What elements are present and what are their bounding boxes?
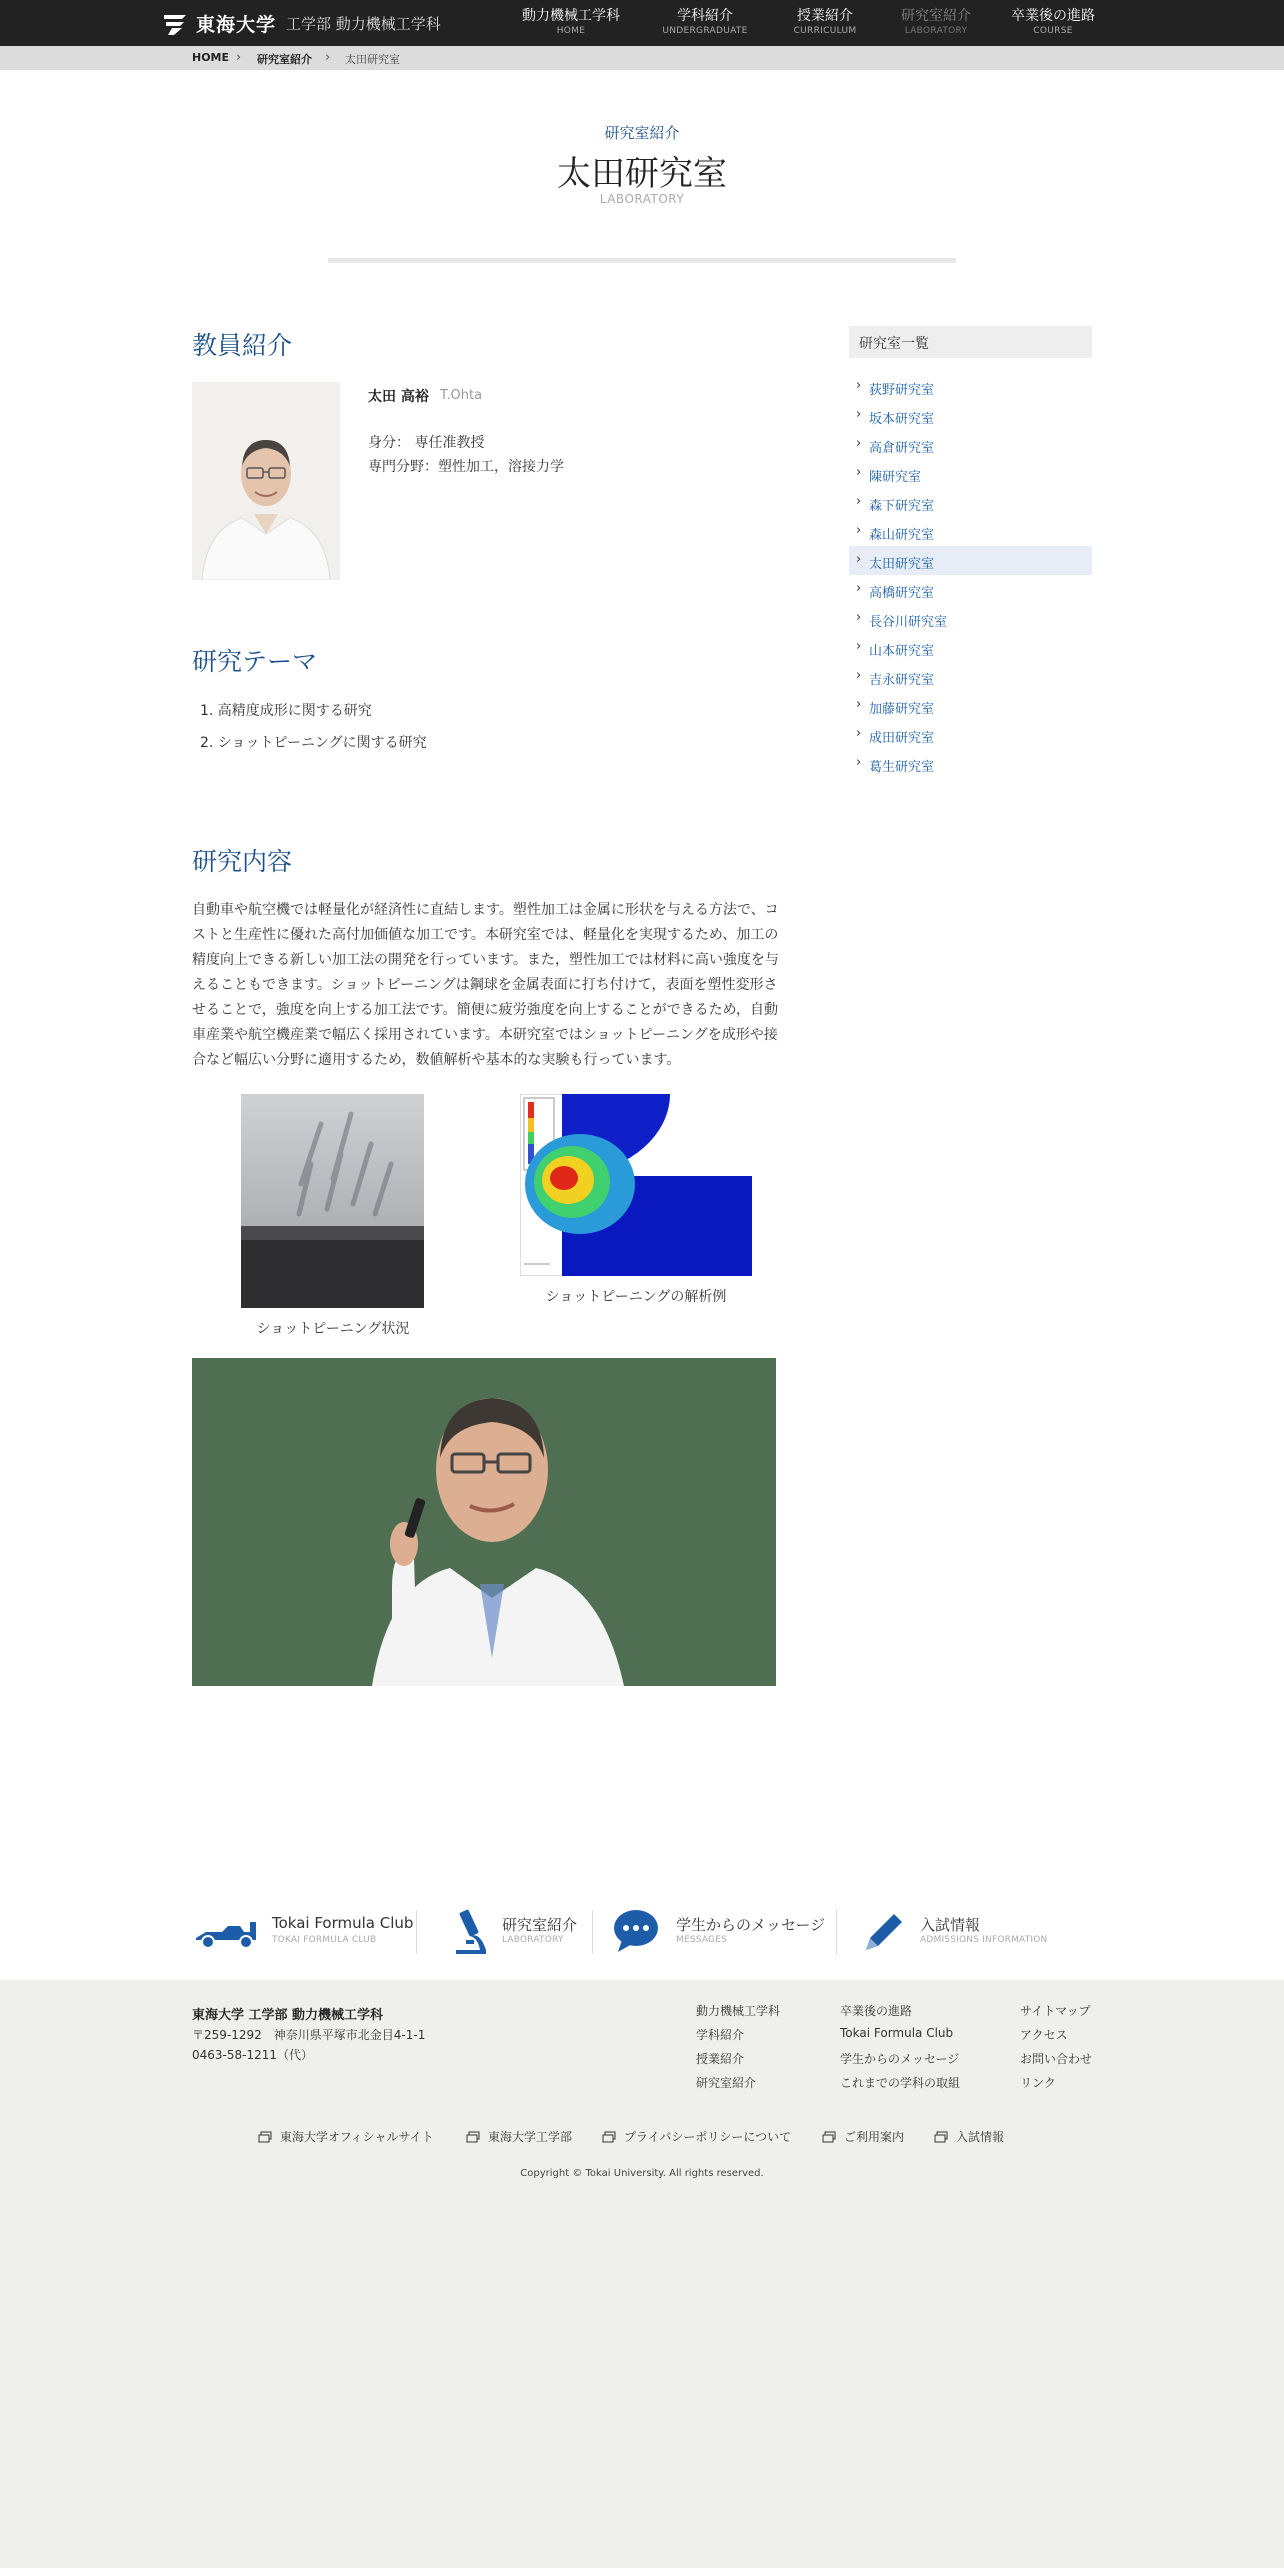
footer-link-admissions-label: 入試情報	[920, 1916, 981, 1934]
department-name: 工学部 動力機械工学科	[286, 15, 441, 33]
nav-curriculum-label: 授業紹介	[796, 8, 853, 24]
lab-list-item[interactable]	[849, 459, 1092, 488]
lab-list-item-label: 葛生研究室	[869, 760, 935, 775]
shot-peening-photo	[241, 1094, 424, 1308]
external-link-usage[interactable]	[822, 2128, 904, 2145]
footer-link-divider	[416, 1910, 417, 1954]
lab-list-title-label: 研究室一覧	[859, 336, 929, 352]
footer-address: 〒259-1292 神奈川県平塚市北金目4-1-1	[192, 2028, 426, 2042]
external-link-privacy[interactable]	[602, 2128, 791, 2145]
footer-link-divider	[592, 1910, 593, 1954]
lab-list-item-label: 吉永研究室	[869, 673, 935, 688]
site-footer	[0, 1980, 1284, 2568]
formula-car-icon	[192, 1902, 260, 1958]
page-subtitle: 研究室紹介	[604, 124, 680, 142]
lab-list-item-label: 陳研究室	[869, 470, 922, 485]
faculty-name: 太田 高裕	[368, 389, 429, 405]
chevron-right-icon: ›	[856, 378, 862, 393]
external-link-label: ご利用案内	[844, 2130, 905, 2144]
footer-link-laboratory[interactable]	[436, 1902, 576, 1958]
lab-list-item[interactable]	[849, 749, 1092, 778]
nav-curriculum-sublabel: CURRICULUM	[793, 26, 857, 36]
external-link-official-site[interactable]	[258, 2128, 434, 2145]
themes-heading: 研究テーマ	[192, 647, 318, 676]
lecture-photo	[192, 1358, 776, 1686]
footer-link-divider	[836, 1910, 837, 1954]
theme-item: 2. ショットピーニングに関する研究	[200, 735, 427, 751]
page-title-en: LABORATORY	[599, 192, 685, 206]
chevron-right-icon: ›	[856, 494, 862, 509]
chevron-right-icon: ›	[856, 552, 862, 567]
faculty-heading: 教員紹介	[192, 331, 293, 360]
footer-nav-link[interactable]: Tokai Formula Club	[840, 2026, 954, 2040]
lab-list-item[interactable]	[849, 488, 1092, 517]
lab-list-item[interactable]	[849, 662, 1092, 691]
footer-link-laboratory-label: 研究室紹介	[502, 1916, 578, 1934]
nav-curriculum[interactable]	[794, 8, 857, 37]
external-link-engineering[interactable]	[466, 2128, 572, 2145]
footer-link-messages-sublabel: MESSAGES	[676, 1935, 728, 1945]
lab-list-item[interactable]	[849, 401, 1092, 430]
nav-undergraduate-sublabel: UNDERGRADUATE	[662, 26, 748, 36]
main-content	[0, 70, 1284, 1880]
shot-peening-photo-caption: ショットピーニング状況	[256, 1321, 410, 1337]
footer-nav-link[interactable]: サイトマップ	[1020, 2004, 1091, 2018]
lab-list-item[interactable]	[849, 691, 1092, 720]
lab-list-item-label: 高倉研究室	[869, 441, 935, 456]
footer-nav-link[interactable]: リンク	[1020, 2076, 1056, 2090]
breadcrumb-current: 太田研究室	[345, 53, 400, 66]
nav-home-sublabel: HOME	[556, 26, 586, 36]
lab-list-item[interactable]	[849, 546, 1092, 575]
chevron-right-icon: ›	[856, 755, 862, 770]
external-window-icon	[258, 2131, 272, 2143]
chevron-right-icon: ›	[856, 668, 862, 683]
university-name: 東海大学	[196, 14, 277, 36]
external-window-icon	[602, 2131, 616, 2143]
external-link-label: 東海大学オフィシャルサイト	[280, 2130, 434, 2144]
external-link-label: 入試情報	[956, 2130, 1005, 2144]
footer-nav-link[interactable]: 研究室紹介	[696, 2076, 757, 2090]
lab-list-item[interactable]	[849, 720, 1092, 749]
faculty-position: 身分： 専任准教授	[368, 435, 485, 451]
chevron-right-icon: ›	[856, 726, 862, 741]
faculty-specialty: 専門分野：塑性加工，溶接力学	[368, 459, 564, 475]
lab-list-item-label: 長谷川研究室	[869, 615, 948, 630]
footer-nav-link[interactable]: これまでの学科の取組	[840, 2076, 961, 2090]
lab-list-item-label: 高橋研究室	[869, 586, 935, 601]
footer-link-formula-club-sublabel: TOKAI FORMULA CLUB	[272, 1935, 377, 1945]
theme-item: 1. 高精度成形に関する研究	[200, 703, 372, 719]
chevron-right-icon: ›	[856, 407, 862, 422]
university-logo-icon	[162, 12, 190, 36]
external-link-label: プライバシーポリシーについて	[624, 2130, 792, 2144]
external-link-admissions[interactable]	[934, 2128, 1004, 2145]
site-logo[interactable]	[162, 10, 441, 37]
footer-nav-link[interactable]: 授業紹介	[696, 2052, 745, 2066]
lab-list-item-label: 成田研究室	[869, 731, 935, 746]
lab-list-item[interactable]	[849, 372, 1092, 401]
research-heading: 研究内容	[192, 847, 293, 876]
footer-nav-link[interactable]: 卒業後の進路	[840, 2004, 913, 2018]
breadcrumb-home[interactable]: HOME	[192, 51, 230, 64]
lab-list-item-label: 森下研究室	[869, 499, 935, 514]
microscope-icon	[436, 1902, 504, 1958]
lab-list-item[interactable]	[849, 517, 1092, 546]
breadcrumb-laboratory[interactable]: 研究室紹介	[257, 53, 312, 66]
footer-nav-link[interactable]: 学科紹介	[696, 2028, 745, 2042]
site-header	[0, 0, 1284, 46]
nav-course[interactable]	[1011, 8, 1095, 37]
lab-list-item[interactable]	[849, 430, 1092, 459]
nav-course-label: 卒業後の進路	[1011, 8, 1095, 24]
shot-peening-analysis-caption: ショットピーニングの解析例	[545, 1289, 727, 1305]
lab-list-item[interactable]	[849, 604, 1092, 633]
external-window-icon	[934, 2131, 948, 2143]
shot-peening-analysis-image	[520, 1094, 752, 1276]
chevron-right-icon: ›	[856, 581, 862, 596]
lab-list-item[interactable]	[849, 633, 1092, 662]
chevron-right-icon: ›	[325, 50, 331, 65]
footer-tel: 0463-58-1211（代）	[192, 2048, 314, 2062]
lab-list-title	[849, 326, 1092, 358]
nav-laboratory[interactable]	[901, 8, 971, 37]
nav-laboratory-sublabel: LABORATORY	[904, 26, 968, 36]
lab-list-item-label: 山本研究室	[869, 644, 935, 659]
nav-undergraduate[interactable]	[662, 8, 747, 37]
copyright: Copyright © Tokai University. All rights reserved.	[520, 2168, 764, 2179]
footer-link-laboratory-sublabel: LABORATORY	[502, 1935, 564, 1945]
lab-list-item-label: 森山研究室	[869, 528, 935, 543]
pen-icon	[852, 1902, 920, 1958]
chevron-right-icon: ›	[856, 523, 862, 538]
title-divider	[328, 258, 956, 263]
lab-list-item[interactable]	[849, 575, 1092, 604]
nav-undergraduate-label: 学科紹介	[677, 8, 733, 24]
chevron-right-icon: ›	[856, 465, 862, 480]
footer-link-messages[interactable]	[606, 1902, 826, 1958]
nav-course-sublabel: COURSE	[1033, 26, 1073, 36]
chevron-right-icon: ›	[856, 610, 862, 625]
footer-nav-link[interactable]: 学生からのメッセージ	[840, 2052, 960, 2066]
footer-link-formula-club-label: Tokai Formula Club	[272, 1914, 414, 1932]
nav-laboratory-label: 研究室紹介	[901, 8, 971, 24]
chevron-right-icon: ›	[856, 639, 862, 654]
footer-link-formula-club[interactable]	[192, 1902, 412, 1958]
faculty-name-en: T.Ohta	[440, 388, 483, 403]
chevron-right-icon: ›	[856, 697, 862, 712]
footer-link-messages-label: 学生からのメッセージ	[676, 1916, 826, 1934]
faculty-photo	[192, 382, 340, 580]
breadcrumb	[0, 46, 1284, 70]
research-description: 自動車や航空機では軽量化が経済性に直結します。塑性加工は金属に形状を与える方法で、コストと生産性に優れた高付加価値な加工です。本研究室では、軽量化を実現するため、加工の精度向上できる新しい加工法の開発を行っています。また，塑性加工では材料に高い強度を与えることもできます。ショットピーニングは鋼球を金属表面に打ち付けて，表面を塑性変形させることで，強度を向上する加工法です。簡便に疲労強度を向上することができるため，自動車産業や航空機産業で幅広く採用されています。本研究室ではショットピーニングを成形や接合など幅広い分野に適用するため，数値解析や基本的な実験も行っています。	[192, 902, 779, 1068]
footer-link-admissions-sublabel: ADMISSIONS INFORMATION	[920, 1935, 1048, 1945]
speech-bubble-icon	[606, 1902, 674, 1958]
footer-link-admissions[interactable]	[852, 1902, 1092, 1958]
footer-address-name: 東海大学 工学部 動力機械工学科	[192, 2008, 384, 2023]
page-title: 太田研究室	[557, 154, 727, 194]
footer-feature-links	[0, 1880, 1284, 1980]
external-window-icon	[822, 2131, 836, 2143]
lab-list-item-label: 荻野研究室	[869, 383, 935, 398]
lab-list-item-label: 太田研究室	[869, 557, 935, 572]
lab-list-item-label: 加藤研究室	[869, 702, 935, 717]
nav-home[interactable]	[522, 8, 620, 37]
chevron-right-icon: ›	[236, 50, 242, 65]
external-window-icon	[466, 2131, 480, 2143]
footer-nav-link[interactable]: 動力機械工学科	[696, 2004, 781, 2018]
footer-nav-link[interactable]: アクセス	[1020, 2028, 1068, 2042]
chevron-right-icon: ›	[856, 436, 862, 451]
external-link-label: 東海大学工学部	[488, 2130, 573, 2144]
nav-home-label: 動力機械工学科	[522, 8, 620, 24]
lab-list-item-label: 坂本研究室	[869, 412, 935, 427]
footer-nav-link[interactable]: お問い合わせ	[1020, 2052, 1093, 2066]
